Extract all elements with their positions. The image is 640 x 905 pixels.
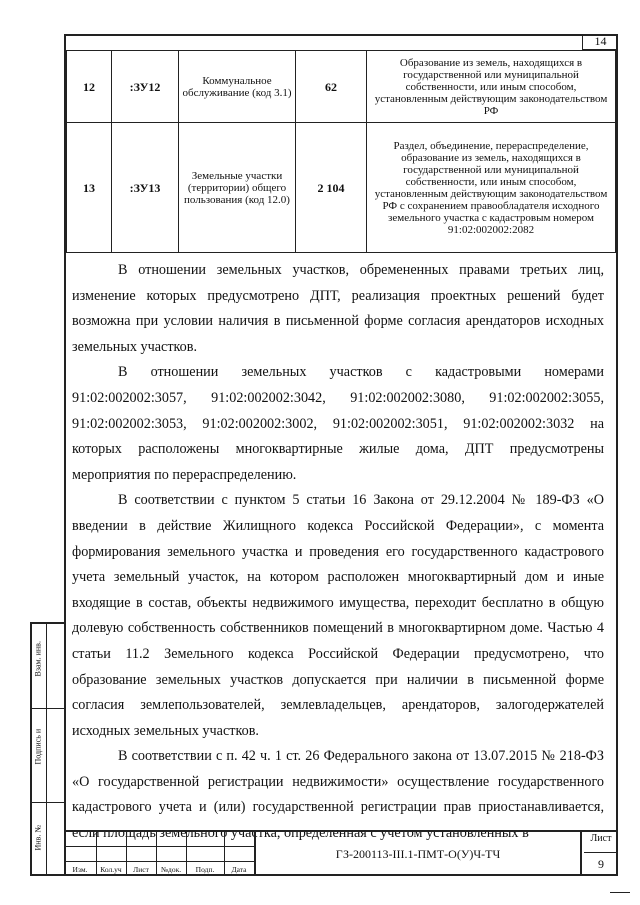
paragraph: В отношении земельных участков, обремененных правами третьих лиц, изменение которых предусмотрено ДПТ, реализация проектных решений будет возможна при условии наличия в письменной форме согласия арендаторов исходных земельных участков. (72, 262, 604, 355)
land-plots-table (66, 50, 616, 253)
title-block (64, 830, 618, 876)
plot-code: :ЗУ12 (112, 51, 179, 123)
header-count: Кол.уч (100, 865, 122, 874)
sheet-label: Лист (590, 833, 612, 844)
replace-inv-label: Взам. инв. (33, 641, 43, 677)
formation-method: Раздел, объединение, перераспределение, образование из земель, находящихся в государственной или муниципальной собственности, или иным способом, установленным действующим законодательством РФ с сохранением правообладателя исходного земельного участка с кадастровым номером 91:02:002002:2082 (367, 123, 616, 253)
inv-number-label: Инв. № (33, 825, 43, 851)
plot-code: :ЗУ13 (112, 123, 179, 253)
plot-area: 2 104 (296, 123, 367, 253)
plot-area: 62 (296, 51, 367, 123)
sheet-number: 9 (584, 852, 618, 872)
header-doc: №док. (160, 865, 182, 874)
signature-label: Подпись и (33, 728, 43, 765)
formation-method: Образование из земель, находящихся в государственной или муниципальной собственности, или иным способом, установленным действующим законодательством РФ (367, 51, 616, 123)
paragraph: В соответствии с пунктом 5 статьи 16 Закона от 29.12.2004 № 189-ФЗ «О введении в действие Жилищного кодекса Российской Федерации», с момента формирования земельного участка и проведения его государственного кадастрового учета земельный участок, на котором расположен многоквартирный дом и иные входящие в состав, объекты недвижимого имущества, переходит бесплатно в общую долевую собственность собственников помещений в многоквартирном доме. Частью 4 статьи 11.2 Земельного кодекса Российской Федерации предусмотрено, что образование земельных участков допускается при наличии в письменной форме согласия землепользователей, землевладельцев, арендаторов, залогодержателей исходных земельных участков. (72, 492, 604, 739)
paragraph: В отношении земельных участков с кадастровыми номерами 91:02:002002:3057, 91:02:002002:3042, 91:02:002002:3080, 91:02:002002:3055, 91:02:002002:3053, 91:02:002002:3002, 91:02:002002:3051, 91:02:002002:3032 на которых расположены многоквартирные жилые дома, ДПТ предусмотрены мероприятия по перераспределению. (72, 364, 604, 483)
row-number: 12 (67, 51, 112, 123)
header-sheet: Лист (133, 865, 149, 874)
header-signature: Подп. (195, 865, 215, 874)
side-stamp (30, 622, 64, 876)
table-row (67, 123, 616, 253)
row-number: 13 (67, 123, 112, 253)
corner-mark (610, 892, 630, 893)
page-number: 14 (582, 34, 618, 50)
header-change: Изм. (72, 865, 88, 874)
paragraph: В соответствии с п. 42 ч. 1 ст. 26 Федерального закона от 13.07.2015 № 218-ФЗ «О государственной регистрации недвижимости» осуществление государственного кадастрового учета и (или) государственной регистрации прав приостанавливается, если площадь земельного участка, определенная с учетом установленных в (72, 748, 604, 842)
document-code: ГЗ-200113-III.1-ПМТ-О(У)Ч-ТЧ (254, 832, 582, 876)
permitted-use: Земельные участки (территории) общего пользования (код 12.0) (179, 123, 296, 253)
permitted-use: Коммунальное обслуживание (код 3.1) (179, 51, 296, 123)
body-text (72, 258, 604, 847)
header-date: Дата (231, 865, 247, 874)
table-row (67, 51, 616, 123)
revision-grid (64, 832, 254, 876)
